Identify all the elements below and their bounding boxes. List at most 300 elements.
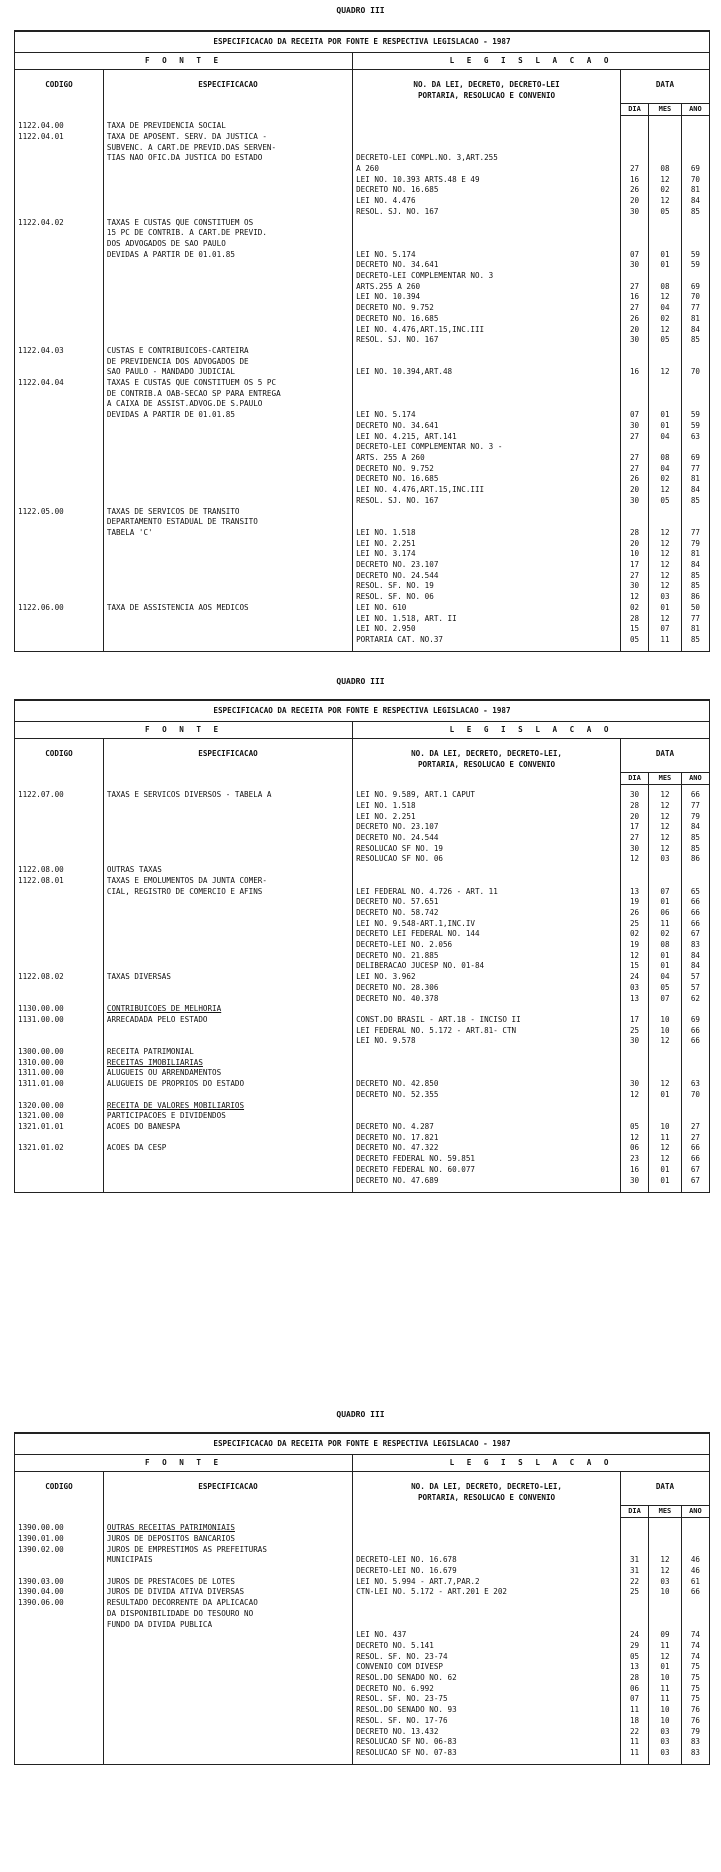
codigo-cell xyxy=(15,940,104,951)
codigo-cell xyxy=(15,303,104,314)
ano-cell: 84 xyxy=(681,951,709,962)
legislacao-cell xyxy=(353,507,621,518)
especificacao-cell xyxy=(103,1684,352,1695)
codigo-cell xyxy=(15,1555,104,1566)
legislacao-cell: DECRETO NO. 47.689 xyxy=(353,1176,621,1187)
dia-cell: 30 xyxy=(621,335,649,346)
especificacao-cell: DA DISPONIBILIDADE DO TESOURO NO xyxy=(103,1609,352,1620)
table-row xyxy=(15,812,710,823)
legislacao-cell: LEI NO. 5.994 - ART.7,PAR.2 xyxy=(353,1577,621,1588)
table-row xyxy=(15,442,710,453)
codigo-cell xyxy=(15,153,104,164)
mes-cell xyxy=(649,378,682,389)
dia-cell: 12 xyxy=(621,951,649,962)
table-row xyxy=(15,1598,710,1609)
legislacao-cell xyxy=(353,132,621,143)
dia-cell: 13 xyxy=(621,887,649,898)
table-row xyxy=(15,185,710,196)
ano-cell: 81 xyxy=(681,624,709,635)
legislacao-cell: ARTS. 255 A 260 xyxy=(353,453,621,464)
legislacao-cell: LEI NO. 5.174 xyxy=(353,250,621,261)
especificacao-cell xyxy=(103,1566,352,1577)
especificacao-cell xyxy=(103,919,352,930)
codigo-cell xyxy=(15,1630,104,1641)
table-row xyxy=(15,1652,710,1663)
mes-cell xyxy=(649,1058,682,1069)
table-row xyxy=(15,897,710,908)
ano-cell xyxy=(681,389,709,400)
table-row xyxy=(15,517,710,528)
codigo-cell: 1390.01.00 xyxy=(15,1534,104,1545)
legislacao-cell: DECRETO NO. 16.685 xyxy=(353,314,621,325)
dia-cell: 24 xyxy=(621,1630,649,1641)
ano-header: ANO xyxy=(681,773,709,785)
especificacao-cell: RECEITA DE VALORES MOBILIARIOS xyxy=(103,1101,352,1112)
dia-cell: 16 xyxy=(621,367,649,378)
legislacao-cell xyxy=(353,1545,621,1556)
especificacao-cell: DE PREVIDENCIA DOS ADVOGADOS DE xyxy=(103,357,352,368)
legislacao-cell: DECRETO NO. 9.752 xyxy=(353,303,621,314)
ano-cell: 46 xyxy=(681,1566,709,1577)
dia-cell xyxy=(621,346,649,357)
ano-cell: 75 xyxy=(681,1662,709,1673)
codigo-cell xyxy=(15,1737,104,1748)
especificacao-cell: TAXAS DE SERVICOS DE TRANSITO xyxy=(103,507,352,518)
table-row xyxy=(15,592,710,603)
table-row xyxy=(15,822,710,833)
dia-cell: 30 xyxy=(621,581,649,592)
dia-cell: 25 xyxy=(621,1026,649,1037)
dia-cell: 28 xyxy=(621,614,649,625)
dia-cell xyxy=(621,1101,649,1112)
dia-cell: 02 xyxy=(621,929,649,940)
mes-cell: 01 xyxy=(649,1165,682,1176)
table-row xyxy=(15,335,710,346)
codigo-cell xyxy=(15,1154,104,1165)
legislacao-cell: LEI NO. 10.394,ART.48 xyxy=(353,367,621,378)
table-row xyxy=(15,1545,710,1556)
legislacao-cell: RESOLUCAO SF NO. 06-83 xyxy=(353,1737,621,1748)
fonte-header: F O N T E xyxy=(15,722,353,739)
legislacao-cell: DECRETO-LEI NO. 16.679 xyxy=(353,1566,621,1577)
dia-cell xyxy=(621,239,649,250)
ano-cell: 61 xyxy=(681,1577,709,1588)
ano-cell: 59 xyxy=(681,410,709,421)
ano-cell: 85 xyxy=(681,635,709,646)
dia-cell: 27 xyxy=(621,833,649,844)
codigo-cell: 1122.04.03 xyxy=(15,346,104,357)
especificacao-header: ESPECIFICACAO xyxy=(103,739,352,785)
especificacao-cell: JUROS DE DIVIDA ATIVA DIVERSAS xyxy=(103,1587,352,1598)
ano-cell xyxy=(681,1534,709,1545)
ano-cell: 74 xyxy=(681,1630,709,1641)
dia-header: DIA xyxy=(621,104,649,116)
dia-cell: 27 xyxy=(621,453,649,464)
dia-cell xyxy=(621,1111,649,1122)
legislacao-cell: DECRETO NO. 13.432 xyxy=(353,1727,621,1738)
mes-cell: 03 xyxy=(649,854,682,865)
especificacao-cell: SAO PAULO - MANDADO JUDICIAL xyxy=(103,367,352,378)
codigo-cell: 1122.05.00 xyxy=(15,507,104,518)
codigo-cell xyxy=(15,1641,104,1652)
table-row xyxy=(15,603,710,614)
ano-cell: 75 xyxy=(681,1673,709,1684)
dia-cell xyxy=(621,389,649,400)
legislacao-cell xyxy=(353,143,621,154)
ano-cell: 79 xyxy=(681,1727,709,1738)
legislacao-cell xyxy=(353,346,621,357)
mes-cell: 06 xyxy=(649,908,682,919)
especificacao-cell xyxy=(103,801,352,812)
codigo-cell xyxy=(15,822,104,833)
especificacao-cell: FUNDO DA DIVIDA PUBLICA xyxy=(103,1620,352,1631)
dia-cell xyxy=(621,399,649,410)
table-row xyxy=(15,635,710,646)
table-row xyxy=(15,143,710,154)
mes-cell: 11 xyxy=(649,1641,682,1652)
especificacao-cell xyxy=(103,271,352,282)
codigo-cell xyxy=(15,1165,104,1176)
mes-cell: 04 xyxy=(649,972,682,983)
dia-cell xyxy=(621,121,649,132)
table-row xyxy=(15,1694,710,1705)
legislacao-cell: DELIBERACAO JUCESP NO. 01-84 xyxy=(353,961,621,972)
especificacao-cell xyxy=(103,560,352,571)
table-row xyxy=(15,314,710,325)
table-row xyxy=(15,121,710,132)
ano-cell xyxy=(681,1004,709,1015)
table-row xyxy=(15,833,710,844)
dia-cell: 26 xyxy=(621,908,649,919)
ano-cell: 84 xyxy=(681,196,709,207)
legislacao-cell: DECRETO NO. 16.685 xyxy=(353,185,621,196)
especificacao-cell xyxy=(103,175,352,186)
ano-cell: 77 xyxy=(681,614,709,625)
especificacao-cell xyxy=(103,1133,352,1144)
codigo-cell xyxy=(15,239,104,250)
dia-header: DIA xyxy=(621,773,649,785)
legislation-table xyxy=(14,30,710,652)
especificacao-cell xyxy=(103,1705,352,1716)
mes-cell xyxy=(649,1047,682,1058)
table-row xyxy=(15,250,710,261)
codigo-header: CODIGO xyxy=(15,739,104,785)
mes-cell xyxy=(649,1101,682,1112)
mes-cell: 07 xyxy=(649,624,682,635)
ano-cell: 76 xyxy=(681,1716,709,1727)
codigo-cell xyxy=(15,614,104,625)
especificacao-cell xyxy=(103,812,352,823)
legislacao-cell: CONVENIO COM DIVESP xyxy=(353,1662,621,1673)
mes-cell: 11 xyxy=(649,635,682,646)
mes-cell xyxy=(649,389,682,400)
mes-cell: 12 xyxy=(649,571,682,582)
especificacao-cell xyxy=(103,961,352,972)
ano-cell xyxy=(681,1609,709,1620)
mes-cell: 12 xyxy=(649,833,682,844)
ano-cell: 66 xyxy=(681,919,709,930)
especificacao-cell: A CAIXA DE ASSIST.ADVOG.DE S.PAULO xyxy=(103,399,352,410)
ano-cell xyxy=(681,399,709,410)
ano-cell xyxy=(681,1598,709,1609)
table-row xyxy=(15,453,710,464)
ano-cell: 65 xyxy=(681,887,709,898)
ano-cell: 70 xyxy=(681,367,709,378)
codigo-cell: 1122.08.02 xyxy=(15,972,104,983)
codigo-cell xyxy=(15,196,104,207)
codigo-cell: 1390.04.00 xyxy=(15,1587,104,1598)
table-row xyxy=(15,1079,710,1090)
especificacao-cell: PARTICIPACOES E DIVIDENDOS xyxy=(103,1111,352,1122)
mes-cell: 12 xyxy=(649,801,682,812)
dia-cell: 13 xyxy=(621,1662,649,1673)
dia-cell xyxy=(621,1620,649,1631)
ano-cell: 81 xyxy=(681,314,709,325)
especificacao-cell xyxy=(103,844,352,855)
especificacao-cell: 15 PC DE CONTRIB. A CART.DE PREVID. xyxy=(103,228,352,239)
codigo-cell: 1390.06.00 xyxy=(15,1598,104,1609)
codigo-cell xyxy=(15,1716,104,1727)
table-row xyxy=(15,919,710,930)
ano-cell xyxy=(681,143,709,154)
especificacao-cell: ACOES DA CESP xyxy=(103,1143,352,1154)
dia-header: DIA xyxy=(621,1506,649,1518)
especificacao-cell xyxy=(103,951,352,962)
table-row xyxy=(15,474,710,485)
codigo-cell xyxy=(15,581,104,592)
legislacao-cell: LEI NO. 4.215, ART.141 xyxy=(353,432,621,443)
mes-cell: 12 xyxy=(649,549,682,560)
mes-cell: 12 xyxy=(649,822,682,833)
ano-cell: 66 xyxy=(681,1587,709,1598)
especificacao-cell xyxy=(103,614,352,625)
mes-cell: 10 xyxy=(649,1587,682,1598)
legislacao-cell xyxy=(353,1609,621,1620)
especificacao-cell: TIAS NAO OFIC.DA JUSTICA DO ESTADO xyxy=(103,153,352,164)
ano-cell xyxy=(681,1068,709,1079)
lei-header: NO. DA LEI, DECRETO, DECRETO-LEI, PORTARIA, RESOLUCAO E CONVENIO xyxy=(353,739,621,785)
table-row xyxy=(15,432,710,443)
codigo-cell xyxy=(15,453,104,464)
mes-cell: 12 xyxy=(649,581,682,592)
dia-cell: 30 xyxy=(621,207,649,218)
codigo-cell xyxy=(15,1133,104,1144)
mes-cell: 12 xyxy=(649,196,682,207)
table-row xyxy=(15,1620,710,1631)
codigo-cell xyxy=(15,571,104,582)
especificacao-cell xyxy=(103,1641,352,1652)
dia-cell: 30 xyxy=(621,421,649,432)
dia-cell: 20 xyxy=(621,485,649,496)
legislacao-cell: RESOL. SF. NO. 23-74 xyxy=(353,1652,621,1663)
codigo-cell xyxy=(15,1566,104,1577)
dia-cell xyxy=(621,153,649,164)
ano-cell: 85 xyxy=(681,844,709,855)
dia-cell: 29 xyxy=(621,1641,649,1652)
mes-cell: 12 xyxy=(649,325,682,336)
legislacao-cell xyxy=(353,1068,621,1079)
legislacao-header: L E G I S L A C A O xyxy=(353,722,710,739)
dia-cell: 16 xyxy=(621,1165,649,1176)
especificacao-cell xyxy=(103,549,352,560)
ano-cell: 75 xyxy=(681,1684,709,1695)
table-row xyxy=(15,844,710,855)
mes-cell: 12 xyxy=(649,614,682,625)
table-row xyxy=(15,464,710,475)
ano-cell: 69 xyxy=(681,282,709,293)
legislacao-cell: DECRETO FEDERAL NO. 59.851 xyxy=(353,1154,621,1165)
ano-cell xyxy=(681,876,709,887)
ano-cell: 66 xyxy=(681,897,709,908)
table-row xyxy=(15,549,710,560)
mes-cell xyxy=(649,1598,682,1609)
mes-cell: 10 xyxy=(649,1015,682,1026)
table-row xyxy=(15,1143,710,1154)
table-row xyxy=(15,1101,710,1112)
especificacao-cell xyxy=(103,897,352,908)
mes-cell: 12 xyxy=(649,175,682,186)
mes-cell: 12 xyxy=(649,1143,682,1154)
table-row xyxy=(15,260,710,271)
legislacao-cell xyxy=(353,399,621,410)
especificacao-cell: MUNICIPAIS xyxy=(103,1555,352,1566)
ano-cell: 69 xyxy=(681,453,709,464)
mes-cell: 10 xyxy=(649,1026,682,1037)
codigo-cell: 1311.01.00 xyxy=(15,1079,104,1090)
table-row xyxy=(15,560,710,571)
legislacao-cell: DECRETO-LEI COMPLEMENTAR NO. 3 - xyxy=(353,442,621,453)
mes-cell xyxy=(649,121,682,132)
dia-cell: 12 xyxy=(621,1133,649,1144)
legislacao-cell: DECRETO NO. 17.821 xyxy=(353,1133,621,1144)
legislacao-cell: DECRETO NO. 16.685 xyxy=(353,474,621,485)
mes-cell: 10 xyxy=(649,1705,682,1716)
mes-cell: 12 xyxy=(649,790,682,801)
codigo-cell: 1321.00.00 xyxy=(15,1111,104,1122)
mes-cell: 07 xyxy=(649,994,682,1005)
legislacao-cell xyxy=(353,239,621,250)
legislacao-cell: RESOLUCAO SF NO. 19 xyxy=(353,844,621,855)
legislacao-cell: RESOL. SF. NO. 17-76 xyxy=(353,1716,621,1727)
ano-cell xyxy=(681,132,709,143)
especificacao-cell xyxy=(103,929,352,940)
dia-cell: 15 xyxy=(621,961,649,972)
table-row xyxy=(15,1566,710,1577)
codigo-cell xyxy=(15,421,104,432)
legislacao-cell xyxy=(353,218,621,229)
dia-cell: 28 xyxy=(621,528,649,539)
section-title: QUADRO III xyxy=(336,677,385,686)
ano-cell: 50 xyxy=(681,603,709,614)
dia-cell: 11 xyxy=(621,1705,649,1716)
table-row xyxy=(15,378,710,389)
legislacao-cell: DECRETO NO. 23.107 xyxy=(353,560,621,571)
mes-cell: 10 xyxy=(649,1673,682,1684)
mes-cell: 12 xyxy=(649,485,682,496)
especificacao-cell xyxy=(103,260,352,271)
legislacao-cell: LEI NO. 5.174 xyxy=(353,410,621,421)
mes-cell xyxy=(649,1068,682,1079)
table-row xyxy=(15,292,710,303)
ano-cell: 79 xyxy=(681,539,709,550)
codigo-cell: 1310.00.00 xyxy=(15,1058,104,1069)
legislacao-header: L E G I S L A C A O xyxy=(353,1455,710,1472)
legislacao-cell xyxy=(353,1620,621,1631)
especificacao-cell xyxy=(103,185,352,196)
especificacao-cell xyxy=(103,1165,352,1176)
mes-cell xyxy=(649,1609,682,1620)
codigo-cell xyxy=(15,929,104,940)
table-row xyxy=(15,1748,710,1759)
table-body xyxy=(15,790,710,1186)
table-row xyxy=(15,1705,710,1716)
codigo-cell xyxy=(15,282,104,293)
table-row xyxy=(15,1609,710,1620)
lei-header: NO. DA LEI, DECRETO, DECRETO-LEI, PORTARIA, RESOLUCAO E CONVENIO xyxy=(353,1472,621,1518)
codigo-cell xyxy=(15,1748,104,1759)
ano-cell: 84 xyxy=(681,560,709,571)
codigo-cell xyxy=(15,335,104,346)
legislacao-cell: DECRETO NO. 23.107 xyxy=(353,822,621,833)
codigo-cell xyxy=(15,560,104,571)
table-row xyxy=(15,367,710,378)
table-row xyxy=(15,961,710,972)
ano-cell xyxy=(681,378,709,389)
table-row xyxy=(15,1727,710,1738)
table-row xyxy=(15,357,710,368)
especificacao-cell xyxy=(103,282,352,293)
legislacao-cell: DECRETO NO. 34.641 xyxy=(353,421,621,432)
ano-cell: 84 xyxy=(681,822,709,833)
legislation-table xyxy=(14,1432,710,1765)
especificacao-cell: CIAL, REGISTRO DE COMERCIO E AFINS xyxy=(103,887,352,898)
legislacao-cell: PORTARIA CAT. NO.37 xyxy=(353,635,621,646)
codigo-cell: 1122.04.01 xyxy=(15,132,104,143)
mes-cell: 05 xyxy=(649,496,682,507)
ano-cell: 77 xyxy=(681,528,709,539)
table-row xyxy=(15,228,710,239)
table-row xyxy=(15,854,710,865)
legislacao-cell: DECRETO NO. 52.355 xyxy=(353,1090,621,1101)
ano-cell xyxy=(681,1545,709,1556)
mes-cell: 01 xyxy=(649,961,682,972)
mes-cell: 01 xyxy=(649,603,682,614)
codigo-cell: 1390.03.00 xyxy=(15,1577,104,1588)
ano-cell: 70 xyxy=(681,292,709,303)
table-row xyxy=(15,865,710,876)
ano-cell xyxy=(681,1111,709,1122)
codigo-cell xyxy=(15,919,104,930)
ano-cell: 84 xyxy=(681,325,709,336)
legislacao-cell: ARTS.255 A 260 xyxy=(353,282,621,293)
legislacao-cell: DECRETO NO. 24.544 xyxy=(353,833,621,844)
mes-cell xyxy=(649,876,682,887)
mes-cell: 12 xyxy=(649,1154,682,1165)
codigo-cell: 1390.02.00 xyxy=(15,1545,104,1556)
quadro-table-section-2 xyxy=(14,699,720,1193)
mes-cell: 11 xyxy=(649,1133,682,1144)
table-row xyxy=(15,929,710,940)
table-row xyxy=(15,1122,710,1133)
especificacao-cell xyxy=(103,854,352,865)
especificacao-cell xyxy=(103,1652,352,1663)
ano-cell xyxy=(681,218,709,229)
legislacao-cell: DECRETO NO. 9.752 xyxy=(353,464,621,475)
dia-cell: 15 xyxy=(621,624,649,635)
table-row xyxy=(15,1058,710,1069)
ano-cell xyxy=(681,517,709,528)
codigo-cell xyxy=(15,528,104,539)
